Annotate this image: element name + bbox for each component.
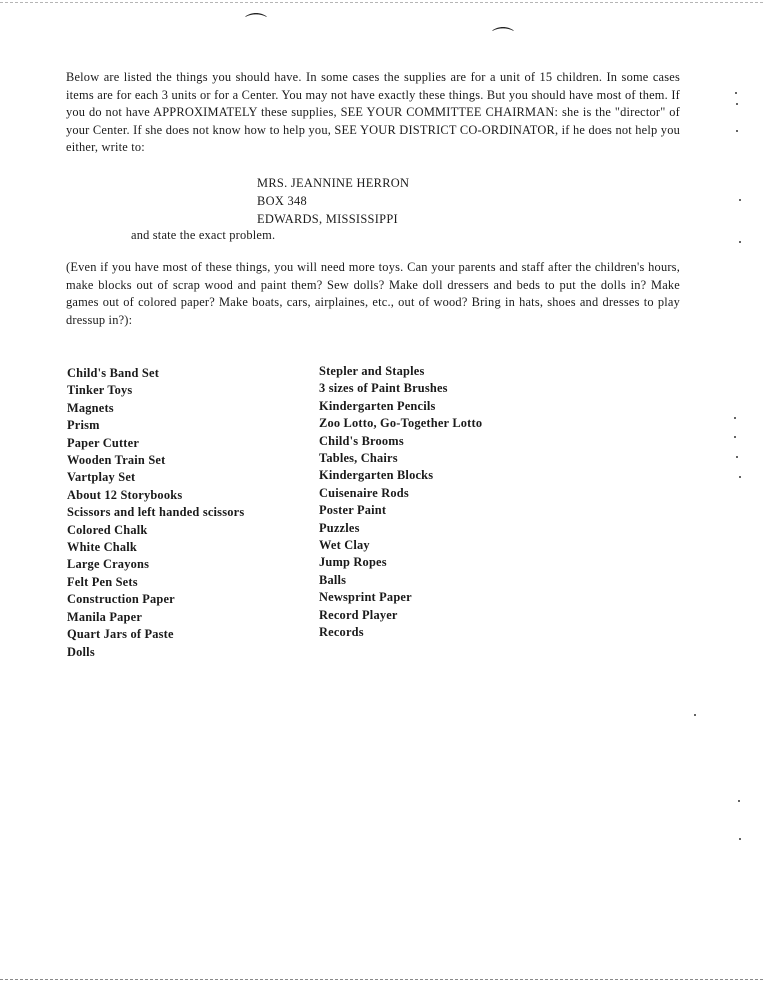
- margin-speck: [739, 199, 741, 201]
- list-item: Puzzles: [319, 520, 360, 535]
- address-box: BOX 348: [257, 194, 307, 208]
- list-item: White Chalk: [67, 540, 138, 555]
- scan-mark-right: ⌒: [492, 26, 515, 51]
- list-item: Vartplay Set: [67, 470, 136, 485]
- top-scan-border: [0, 2, 763, 3]
- toys-paragraph: (Even if you have most of these things, you will need more toys. Can your parents and staff after the children's hours, make blocks out of scrap wood and paint them? Sew dolls? Make doll dressers and beds to put the dolls in? Make games out of colored paper? Make boats, cars, airplaines, etc., out of wood? Bring in hats, shoes and dresses to play dressup in?):: [66, 260, 680, 327]
- list-item: 3 sizes of Paint Brushes: [319, 381, 448, 396]
- list-item: Cuisenaire Rods: [319, 485, 409, 500]
- margin-speck: [738, 800, 740, 802]
- list-item: Construction Paper: [67, 592, 175, 607]
- list-item: Kindergarten Pencils: [319, 398, 436, 413]
- list-item: Child's Brooms: [319, 433, 404, 448]
- scan-mark-left: ⌒: [245, 12, 268, 37]
- list-item: Tinker Toys: [67, 383, 133, 398]
- address-city: EDWARDS, MISSISSIPPI: [257, 212, 398, 226]
- margin-speck: [734, 436, 736, 438]
- margin-speck: [736, 130, 738, 132]
- list-item: Child's Band Set: [67, 366, 160, 380]
- list-item: Dolls: [67, 644, 95, 659]
- supplies-list-right: [319, 363, 482, 642]
- list-item: Magnets: [67, 400, 114, 415]
- closing-line: and state the exact problem.: [131, 228, 276, 242]
- margin-speck: [734, 417, 736, 419]
- mailing-address: [257, 174, 409, 228]
- margin-speck: [736, 456, 738, 458]
- list-item: Jump Ropes: [319, 555, 387, 570]
- list-item: Poster Paint: [319, 503, 387, 518]
- list-item: Newsprint Paper: [319, 590, 412, 605]
- list-item: Wooden Train Set: [67, 453, 166, 468]
- list-item: Record Player: [319, 607, 398, 622]
- supplies-list-left: [67, 365, 244, 661]
- list-item: Felt Pen Sets: [67, 574, 138, 589]
- margin-speck: [735, 92, 737, 94]
- list-item: Colored Chalk: [67, 522, 148, 537]
- list-item: Balls: [319, 572, 347, 587]
- list-item: About 12 Storybooks: [67, 487, 183, 502]
- list-item: Manila Paper: [67, 609, 143, 624]
- bottom-scan-border: [0, 979, 763, 980]
- list-item: Scissors and left handed scissors: [67, 505, 245, 520]
- list-item: Paper Cutter: [67, 435, 140, 450]
- list-item: Stepler and Staples: [319, 364, 425, 378]
- intro-paragraph: Below are listed the things you should have. In some cases the supplies are for a unit of 15 children. In some cases items are for each 3 units or for a Center. You may not have exactly these things. But you should have most of them. If you do not have APPROXIMATELY these supplies, SEE YOUR COMMITTEE CHAIRMAN: she is the "director" of your Center. If she does not know how to help you, SEE YOUR DISTRICT CO-ORDINATOR, if he does not help you either, write to:: [66, 70, 680, 154]
- list-item: Tables, Chairs: [319, 451, 398, 466]
- address-name: MRS. JEANNINE HERRON: [257, 176, 410, 190]
- list-item: Quart Jars of Paste: [67, 627, 174, 642]
- list-item: Prism: [67, 418, 100, 433]
- margin-speck: [694, 714, 696, 716]
- margin-speck: [739, 241, 741, 243]
- list-item: Zoo Lotto, Go-Together Lotto: [319, 416, 483, 431]
- margin-speck: [739, 476, 741, 478]
- margin-speck: [736, 103, 738, 105]
- list-item: Large Crayons: [67, 557, 150, 572]
- margin-speck: [739, 838, 741, 840]
- list-item: Wet Clay: [319, 538, 370, 553]
- list-item: Kindergarten Blocks: [319, 468, 434, 483]
- list-item: Records: [319, 625, 364, 640]
